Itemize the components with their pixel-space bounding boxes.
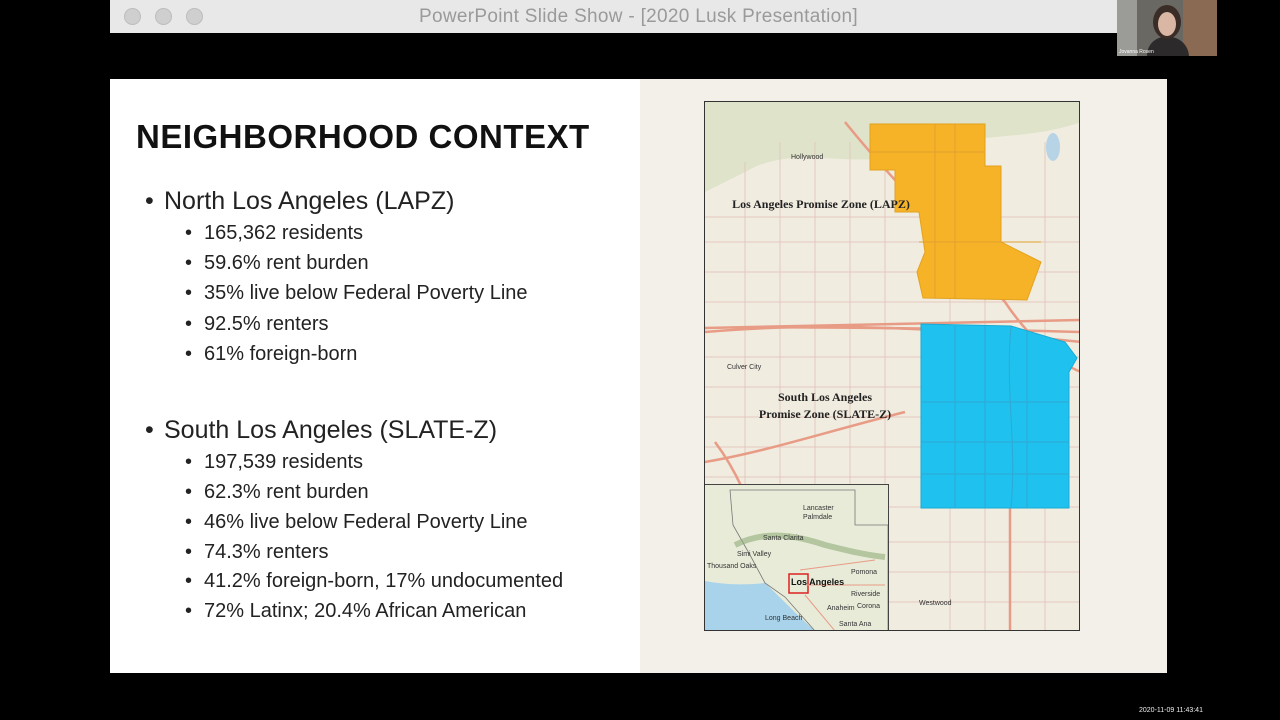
letterbox-bottom: [110, 673, 1167, 720]
list-item: [185, 481, 369, 504]
list-item: [185, 511, 528, 534]
bullet-icon: •: [185, 570, 193, 592]
list-item: [185, 451, 363, 474]
list-item: [185, 313, 329, 336]
list-item: [185, 222, 363, 245]
participant-name: Jovanna Rosen: [1119, 49, 1154, 55]
participant-avatar: [1117, 0, 1217, 56]
slatez-map-label-line1: South Los Angeles: [777, 390, 873, 404]
inset-place-label: Thousand Oaks: [707, 563, 757, 570]
list-item: [185, 252, 369, 275]
recording-timestamp: 2020-11-09 11:43:41: [1139, 707, 1203, 714]
list-item-text: 35% live below Federal Poverty Line: [204, 282, 528, 304]
bullet-icon: •: [185, 282, 193, 304]
inset-place-label: Riverside: [851, 591, 881, 598]
slide-title: NEIGHBORHOOD CONTEXT: [136, 118, 590, 155]
list-item: [185, 282, 528, 305]
participant-video-thumbnail[interactable]: [1117, 0, 1217, 56]
promise-zones-map: [704, 101, 1080, 631]
section-heading-text: North Los Angeles (LAPZ): [164, 187, 455, 215]
inset-place-label: Corona: [857, 603, 880, 610]
list-item-text: 197,539 residents: [204, 451, 364, 473]
list-item-text: 41.2% foreign-born, 17% undocumented: [204, 570, 564, 592]
bullet-icon: •: [185, 600, 193, 622]
list-item: [185, 343, 357, 366]
letterbox-top: [110, 33, 1167, 79]
list-item: [185, 541, 329, 564]
window-titlebar: [110, 0, 1167, 34]
list-item-text: 59.6% rent burden: [204, 252, 369, 274]
inset-place-label: Simi Valley: [737, 551, 772, 558]
bullet-icon: •: [185, 222, 193, 244]
bullet-icon: •: [185, 313, 193, 335]
map-place-label: Hollywood: [791, 154, 824, 161]
list-item-text: 74.3% renters: [204, 541, 329, 563]
bullet-icon: •: [185, 481, 193, 503]
ocean: [705, 581, 815, 631]
inset-place-label: Long Beach: [765, 615, 803, 622]
inset-place-label: Santa Clarita: [763, 535, 804, 542]
window-title: PowerPoint Slide Show - [2020 Lusk Presentation]: [419, 6, 858, 27]
inset-place-label: Lancaster: [803, 505, 834, 512]
bullet-icon: •: [185, 451, 193, 473]
list-item-text: 165,362 residents: [204, 222, 364, 244]
list-item: [185, 600, 526, 623]
inset-city-label: Los Angeles: [791, 577, 845, 587]
bullet-icon: •: [145, 416, 154, 444]
slatez-zone: [921, 324, 1077, 508]
bullet-icon: •: [185, 343, 193, 365]
map-place-label: Westwood: [919, 600, 952, 607]
list-item-text: 92.5% renters: [204, 313, 329, 335]
bullet-icon: •: [185, 252, 193, 274]
section-heading-south: [145, 416, 497, 445]
list-item-text: 72% Latinx; 20.4% African American: [204, 600, 527, 622]
inset-place-label: Santa Ana: [839, 621, 872, 628]
list-item-text: 62.3% rent burden: [204, 481, 369, 503]
reservoir-water: [1046, 133, 1060, 161]
inset-place-label: Anaheim: [827, 605, 855, 612]
lapz-map-label: Los Angeles Promise Zone (LAPZ): [732, 197, 910, 211]
list-item-text: 61% foreign-born: [204, 343, 358, 365]
list-item: [185, 570, 563, 593]
bullet-icon: •: [145, 187, 154, 215]
bullet-icon: •: [185, 541, 193, 563]
inset-place-label: Pomona: [851, 569, 878, 576]
section-heading-north: [145, 187, 454, 216]
inset-locator-map: [705, 484, 889, 631]
slatez-map-label-line2: Promise Zone (SLATE-Z): [758, 407, 892, 421]
section-heading-text: South Los Angeles (SLATE-Z): [164, 416, 498, 444]
inset-place-label: Palmdale: [803, 514, 833, 521]
bullet-icon: •: [185, 511, 193, 533]
list-item-text: 46% live below Federal Poverty Line: [204, 511, 528, 533]
map-place-label: Culver City: [727, 364, 762, 371]
